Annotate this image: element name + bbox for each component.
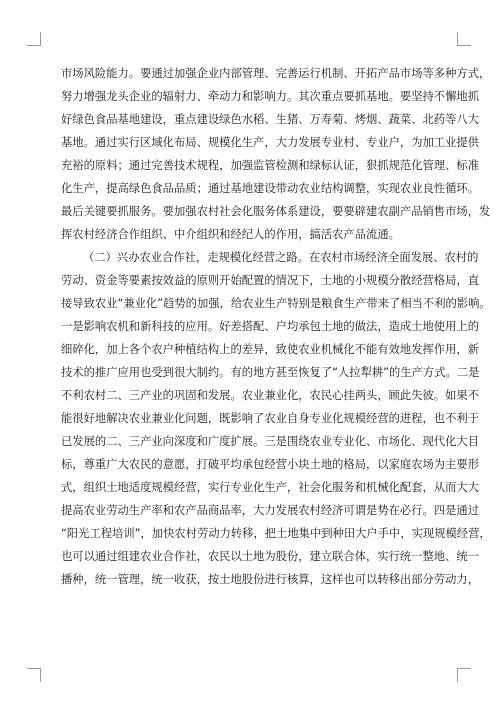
text-line: 提高农业劳动生产率和农产品商品率，大力发展农村经济可谓是势在必行。四是通过 <box>61 504 479 517</box>
text-line: 基地。通过实行区域化布局、规模化生产，大力发展专业村、专业户，为加工业提供 <box>61 136 479 149</box>
text-line: 接导致农业“兼业化”趋势的加强，给农业生产特别是粮食生产带来了相当不利的影响。 <box>61 297 491 310</box>
text-line: 式，组织土地适度规模经营，实行专业化生产，社会化服务和机械化配套，从而大大 <box>61 481 479 494</box>
text-line: 市场风险能力。要通过加强企业内部管理、完善运行机制、开拓产品市场等多种方式， <box>61 67 491 80</box>
crop-mark-top-left <box>27 32 41 46</box>
crop-mark-bottom-left <box>27 668 41 682</box>
body-text <box>61 62 491 591</box>
text-line: 标，尊重广大农民的意愿，打破平均承包经营小块土地的格局，以家庭农场为主要形 <box>61 458 479 471</box>
text-line: 好绿色食品基地建设，重点建设绿色水稻、生猪、万寿菊、烤烟、蔬菜、北药等八大 <box>61 113 479 126</box>
text-line: 也可以通过组建农业合作社，农民以土地为股份，建立联合体，实行统一整地、统一 <box>61 550 479 563</box>
text-line: “阳光工程培训”，加快农村劳动力转移，把土地集中到种田大户手中，实现规模经营， <box>61 527 491 540</box>
text-line: 不利农村二、三产业的巩固和发展。农业兼业化，农民心挂两头，顾此失彼。如果不 <box>61 389 479 402</box>
text-line: 已发展的二、三产业向深度和广度扩展。三是围绕农业专业化、市场化、现代化大目 <box>61 435 479 448</box>
text-line: 能很好地解决农业兼业化问题，既影响了农业自身专业化规模经营的进程，也不利于 <box>61 412 479 425</box>
text-line: 挥农村经济合作组织、中介组织和经纪人的作用，搞活农产品流通。 <box>61 228 400 241</box>
text-line: 劳动、资金等要素按效益的原则开始配置的情况下，土地的小规模分散经营格局，直 <box>61 274 479 287</box>
text-line: 最后关键要抓服务。要加强农村社会化服务体系建设，要要辟建农副产品销售市场，发 <box>61 205 491 218</box>
crop-mark-top-right <box>457 32 471 46</box>
text-line: （二）兴办农业合作社，走规模化经营之路。在农村市场经济全面发展、农村的 <box>83 251 479 264</box>
text-line: 细碎化，加上各个农户种植结构上的差异，致使农业机械化不能有效地发挥作用，新 <box>61 343 479 356</box>
text-line: 播种，统一管理，统一收获，按土地股份进行核算，这样也可以转移出部分劳动力， <box>61 573 479 586</box>
text-line: 一是影响农机和新科技的应用。好差搭配、户均承包土地的做法，造成土地使用上的 <box>61 320 479 333</box>
text-line: 努力增强龙头企业的辐射力、牵动力和影响力。其次重点要抓基地。要坚持不懈地抓 <box>61 90 479 103</box>
crop-mark-bottom-right <box>457 668 471 682</box>
text-line: 技术的推广应用也受到很大制约。有的地方甚至恢复了“人拉犁耕”的生产方式。二是 <box>61 366 480 379</box>
text-line: 充裕的原料；通过完善技术规程，加强监管检测和绿标认证，狠抓规范化管理、标准 <box>61 159 479 172</box>
text-line: 化生产，提高绿色食品品质；通过基地建设带动农业结构调整，实现农业良性循环。 <box>61 182 479 195</box>
